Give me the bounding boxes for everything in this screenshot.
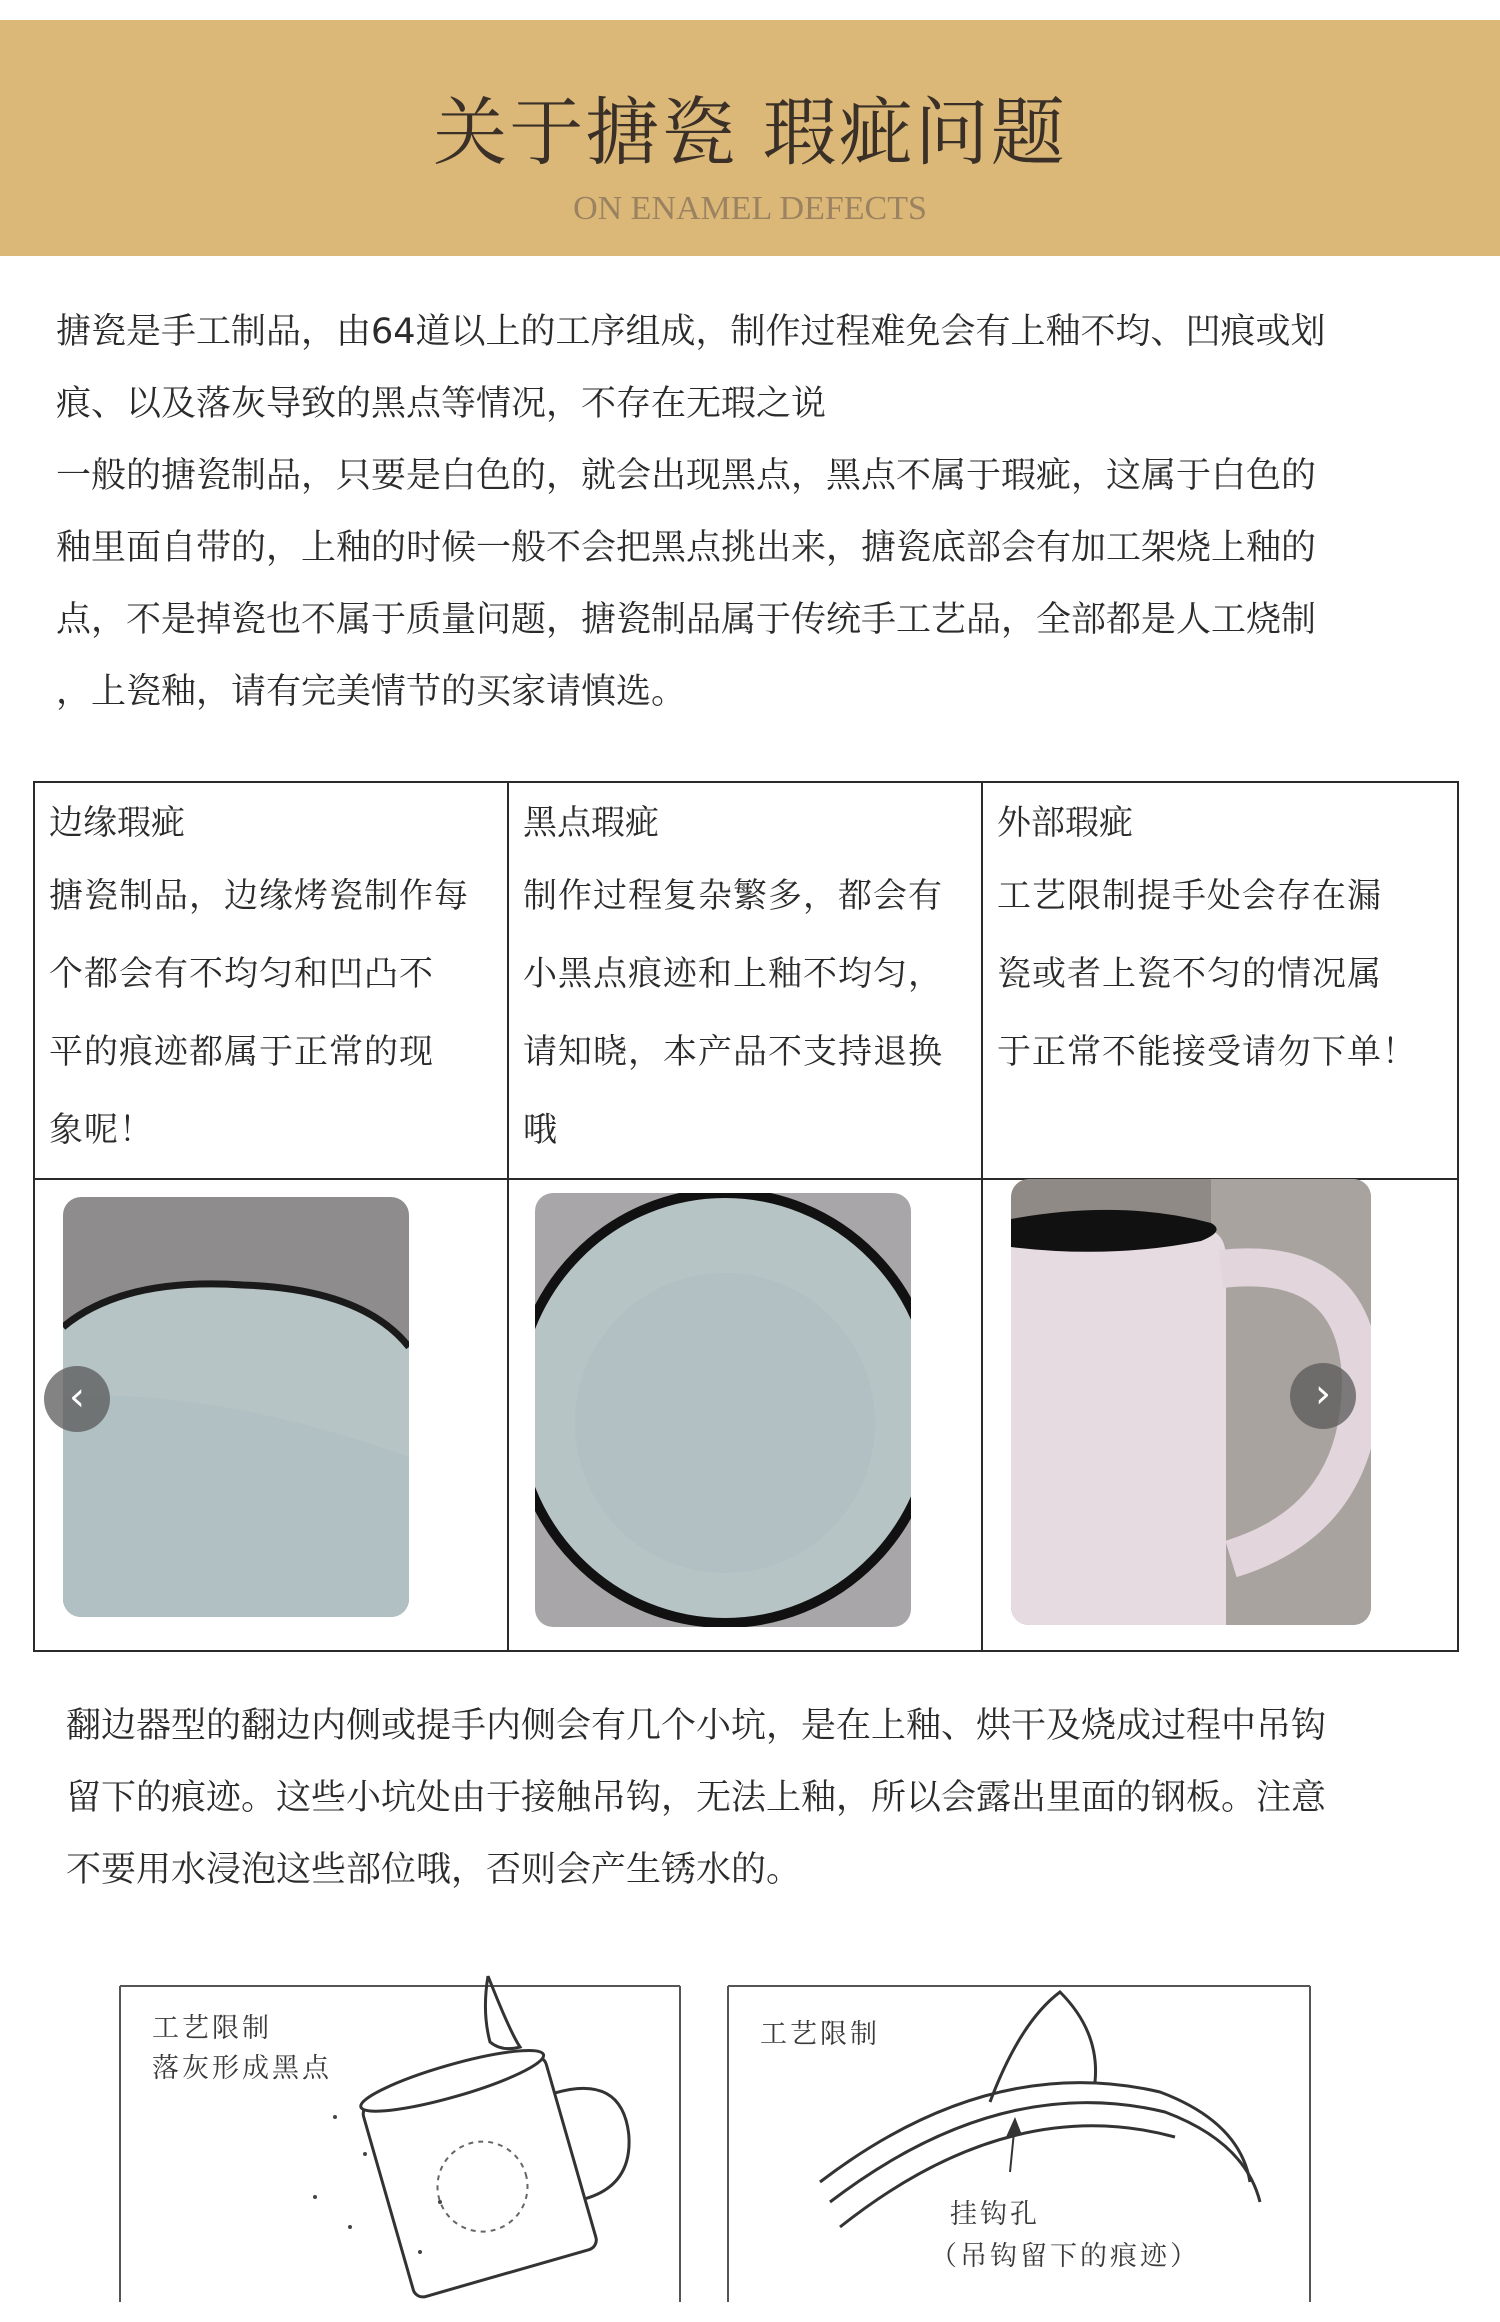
defects-table bbox=[33, 781, 1459, 1652]
carousel-prev-button[interactable]: ‹ bbox=[44, 1366, 110, 1432]
defect-title: 边缘瑕疵 bbox=[49, 803, 185, 843]
description-line: 制作过程复杂繁多，都会有 bbox=[523, 876, 943, 916]
carousel-next-button[interactable]: › bbox=[1290, 1363, 1356, 1429]
intro-line: 点，不是掉瓷也不属于质量问题，搪瓷制品属于传统手工艺品，全部都是人工烧制 bbox=[56, 600, 1317, 640]
note-line: 留下的痕迹。这些小坑处由于接触吊钩，无法上釉，所以会露出里面的钢板。注意 bbox=[66, 1778, 1327, 1818]
defect-description bbox=[49, 857, 491, 1169]
page-subtitle: ON ENAMEL DEFECTS bbox=[573, 190, 927, 227]
description-line: 于正常不能接受请勿下单！ bbox=[997, 1032, 1417, 1072]
defect-description bbox=[523, 857, 965, 1169]
description-line: 搪瓷制品，边缘烤瓷制作每 bbox=[49, 876, 469, 916]
description-line: 瓷或者上瓷不匀的情况属 bbox=[997, 954, 1382, 994]
description-line: 工艺限制提手处会存在漏 bbox=[997, 876, 1382, 916]
diagram-label: 工艺限制 bbox=[760, 2019, 880, 2050]
dust-black-dot-diagram bbox=[110, 1972, 690, 2312]
defect-title: 外部瑕疵 bbox=[997, 803, 1133, 843]
description-line: 小黑点痕迹和上釉不均匀， bbox=[523, 954, 943, 994]
note-line: 不要用水浸泡这些部位哦，否则会产生锈水的。 bbox=[66, 1850, 802, 1890]
diagram-label: 挂钩孔 bbox=[950, 2199, 1040, 2230]
description-line: 象呢！ bbox=[49, 1110, 154, 1150]
description-line: 请知晓，本产品不支持退换 bbox=[523, 1032, 943, 1072]
page-title: 关于搪瓷 瑕疵问题 bbox=[433, 90, 1067, 176]
diagram-label: 落灰形成黑点 bbox=[152, 2053, 332, 2084]
hook-mark-note bbox=[66, 1690, 1446, 1906]
intro-line: 釉里面自带的，上釉的时候一般不会把黑点挑出来，搪瓷底部会有加工架烧上釉的 bbox=[56, 528, 1317, 568]
description-line: 平的痕迹都属于正常的现 bbox=[49, 1032, 434, 1072]
intro-line: 一般的搪瓷制品，只要是白色的，就会出现黑点，黑点不属于瑕疵，这属于白色的 bbox=[56, 456, 1317, 496]
description-line: 哦 bbox=[523, 1110, 558, 1150]
diagram-label: 工艺限制 bbox=[152, 2013, 272, 2044]
defect-edge-cell bbox=[35, 783, 505, 1178]
note-line: 翻边器型的翻边内侧或提手内侧会有几个小坑，是在上釉、烘干及烧成过程中吊钩 bbox=[66, 1706, 1327, 1746]
defect-description bbox=[997, 857, 1439, 1091]
header-banner bbox=[0, 20, 1500, 256]
defect-title: 黑点瑕疵 bbox=[523, 803, 659, 843]
hook-hole-diagram bbox=[720, 1972, 1320, 2312]
diagram-label: （吊钩留下的痕迹） bbox=[930, 2241, 1200, 2272]
black-dot-defect-photo bbox=[535, 1193, 911, 1627]
intro-line: ，上瓷釉，请有完美情节的买家请慎选。 bbox=[56, 672, 687, 712]
intro-text bbox=[56, 296, 1446, 728]
intro-line: 痕、以及落灰导致的黑点等情况，不存在无瑕之说 bbox=[56, 384, 827, 424]
intro-line: 搪瓷是手工制品，由64道以上的工序组成，制作过程难免会有上釉不均、凹痕或划 bbox=[56, 312, 1326, 352]
defect-black-dot-cell bbox=[509, 783, 979, 1178]
edge-defect-photo bbox=[63, 1197, 409, 1617]
description-line: 个都会有不均匀和凹凸不 bbox=[49, 954, 434, 994]
defect-exterior-cell bbox=[983, 783, 1453, 1178]
